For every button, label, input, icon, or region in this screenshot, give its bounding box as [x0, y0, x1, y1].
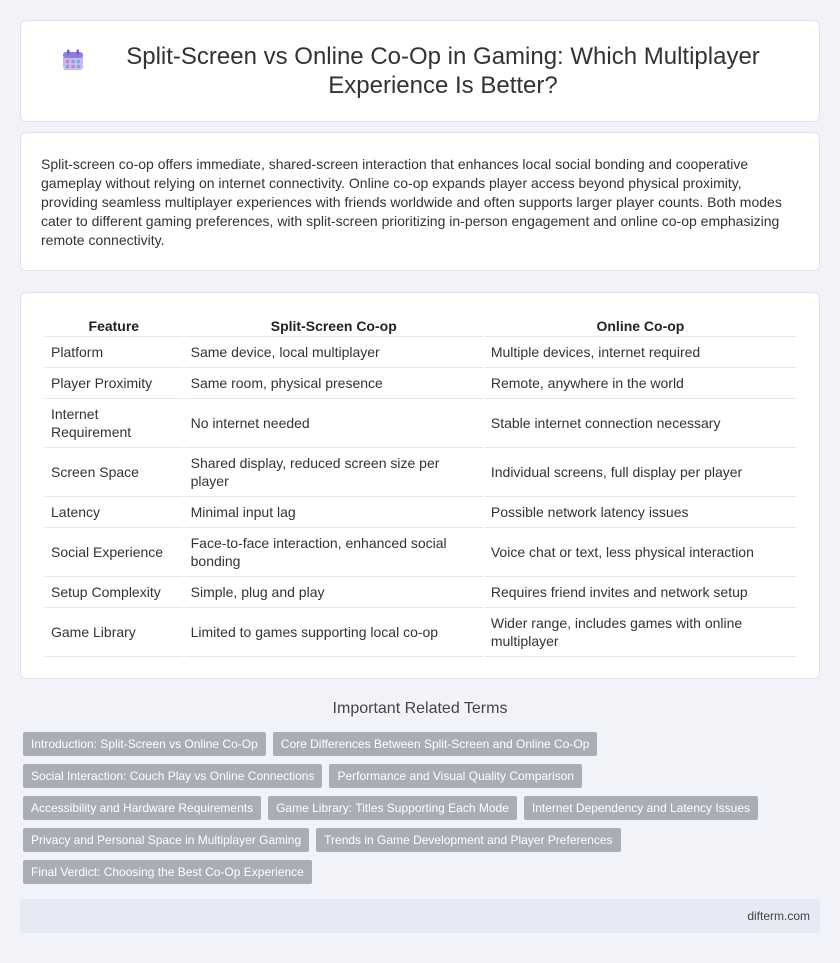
cell-feature: Setup Complexity	[45, 577, 183, 608]
cell-online: Individual screens, full display per player	[485, 448, 796, 497]
header-online: Online Co-op	[485, 315, 796, 337]
tag-row	[23, 732, 813, 756]
cell-split-screen: Same room, physical presence	[185, 368, 483, 399]
table-row	[45, 399, 796, 448]
cell-feature: Player Proximity	[45, 368, 183, 399]
cell-feature: Screen Space	[45, 448, 183, 497]
cell-online: Wider range, includes games with online multiplayer	[485, 608, 796, 657]
cell-online: Possible network latency issues	[485, 497, 796, 528]
table-row	[45, 368, 796, 399]
table-row	[45, 497, 796, 528]
table-row	[45, 528, 796, 577]
cell-split-screen: Face-to-face interaction, enhanced social bonding	[185, 528, 483, 577]
related-tag[interactable]: Trends in Game Development and Player Preferences	[316, 828, 620, 852]
related-tag[interactable]: Social Interaction: Couch Play vs Online Connections	[23, 764, 322, 788]
tag-row	[23, 828, 813, 852]
table-row	[45, 337, 796, 368]
intro-text: Split-screen co-op offers immediate, shared-screen interaction that enhances local social bonding and cooperative gameplay without relying on internet connectivity. Online co-op expands player access beyond physical proximity, providing seamless multiplayer experiences with friends worldwide and often supports larger player counts. Both modes cater to different gaming preferences, with split-screen prioritizing in-person engagement and online co-op emphasizing remote connectivity.	[41, 156, 782, 248]
cell-online: Remote, anywhere in the world	[485, 368, 796, 399]
related-tag[interactable]: Privacy and Personal Space in Multiplayer Gaming	[23, 828, 309, 852]
cell-online: Requires friend invites and network setup	[485, 577, 796, 608]
related-tag[interactable]: Game Library: Titles Supporting Each Mode	[268, 796, 517, 820]
calendar-icon	[61, 48, 85, 72]
cell-split-screen: Same device, local multiplayer	[185, 337, 483, 368]
related-tag[interactable]: Final Verdict: Choosing the Best Co-Op Experience	[23, 860, 312, 884]
header-feature: Feature	[45, 315, 183, 337]
table-row	[45, 608, 796, 657]
header-split-screen: Split-Screen Co-op	[185, 315, 483, 337]
related-tag[interactable]: Accessibility and Hardware Requirements	[23, 796, 261, 820]
tag-row	[23, 796, 813, 820]
related-terms-title: Important Related Terms	[332, 700, 508, 717]
title-card	[20, 20, 820, 122]
page-title: Split-Screen vs Online Co-Op in Gaming: Which Multiplayer Experience Is Better?	[126, 43, 760, 99]
cell-feature: Social Experience	[45, 528, 183, 577]
cell-online: Multiple devices, internet required	[485, 337, 796, 368]
cell-split-screen: Minimal input lag	[185, 497, 483, 528]
cell-feature: Platform	[45, 337, 183, 368]
cell-online: Voice chat or text, less physical interaction	[485, 528, 796, 577]
table-row	[45, 448, 796, 497]
cell-online: Stable internet connection necessary	[485, 399, 796, 448]
comparison-table	[43, 315, 798, 657]
cell-feature: Latency	[45, 497, 183, 528]
tag-row	[23, 860, 813, 884]
related-tag[interactable]: Performance and Visual Quality Comparison	[329, 764, 582, 788]
related-tags	[23, 732, 813, 892]
table-header-row	[45, 315, 796, 337]
title-wrap	[61, 42, 779, 100]
related-tag[interactable]: Core Differences Between Split-Screen and Online Co-Op	[273, 732, 598, 756]
intro-card	[20, 132, 820, 271]
cell-split-screen: Shared display, reduced screen size per player	[185, 448, 483, 497]
tag-row	[23, 764, 813, 788]
cell-split-screen: Limited to games supporting local co-op	[185, 608, 483, 657]
cell-feature: Game Library	[45, 608, 183, 657]
related-tag[interactable]: Introduction: Split-Screen vs Online Co-Op	[23, 732, 266, 756]
related-tag[interactable]: Internet Dependency and Latency Issues	[524, 796, 758, 820]
footer-site[interactable]: difterm.com	[747, 909, 810, 923]
table-row	[45, 577, 796, 608]
comparison-card	[20, 292, 820, 679]
cell-feature: Internet Requirement	[45, 399, 183, 448]
footer	[20, 899, 820, 933]
cell-split-screen: Simple, plug and play	[185, 577, 483, 608]
cell-split-screen: No internet needed	[185, 399, 483, 448]
